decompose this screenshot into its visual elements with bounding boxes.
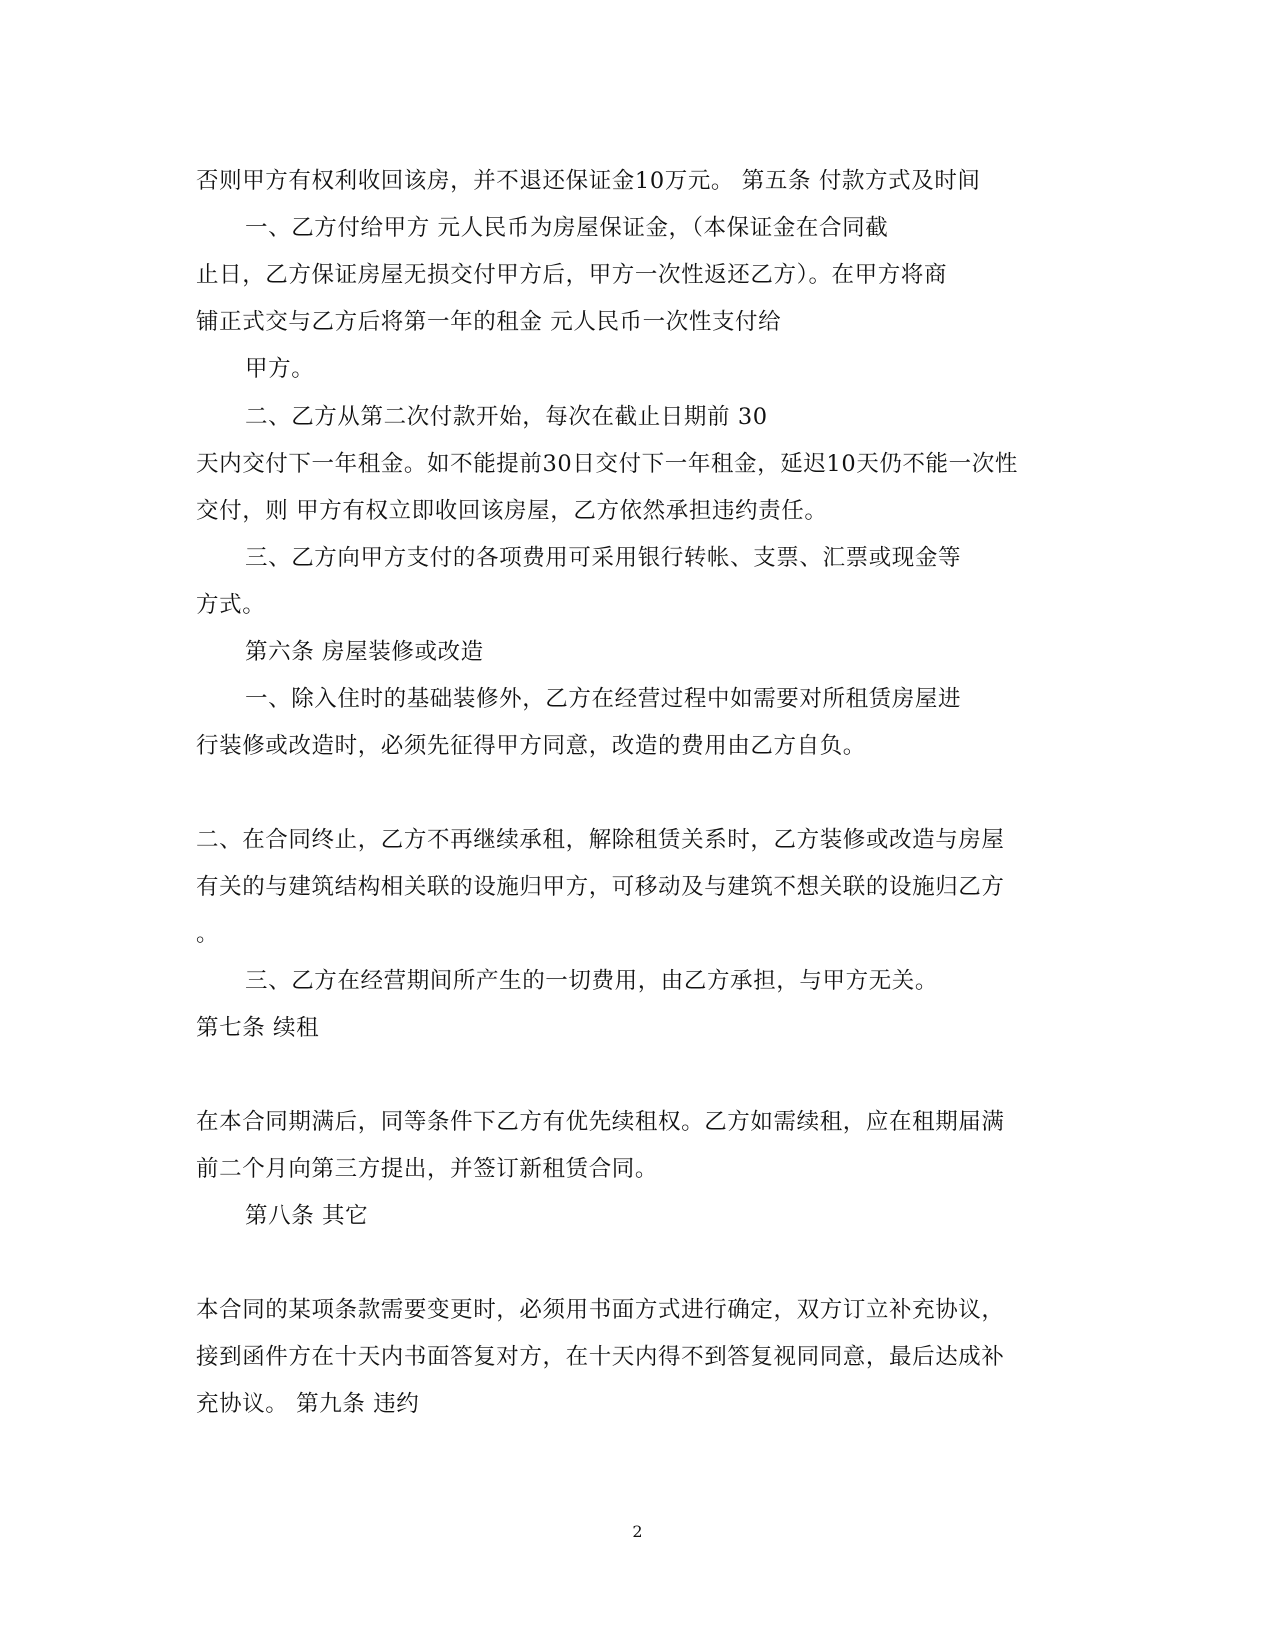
- text-line: 充协议。 第九条 违约: [196, 1391, 420, 1417]
- text-line: 止日，乙方保证房屋无损交付甲方后，甲方一次性返还乙方）。在甲方将商: [196, 262, 948, 288]
- section-heading: 第六条 房屋装修或改造: [245, 639, 484, 665]
- text-line: 方式。: [196, 592, 266, 618]
- text-line: 在本合同期满后，同等条件下乙方有优先续租权。乙方如需续租，应在租期届满: [196, 1109, 1005, 1135]
- text-line: 行装修或改造时，必须先征得甲方同意，改造的费用由乙方自负。: [196, 733, 866, 759]
- text-line: 交付，则 甲方有权立即收回该房屋，乙方依然承担违约责任。: [196, 498, 828, 524]
- page-number: 2: [632, 1522, 643, 1541]
- text-line: 。: [196, 921, 220, 947]
- text-line: 前二个月向第三方提出，并签订新租赁合同。: [196, 1156, 659, 1182]
- text-line: 接到函件方在十天内书面答复对方，在十天内得不到答复视同同意，最后达成补: [196, 1344, 1005, 1370]
- text-line: 本合同的某项条款需要变更时，必须用书面方式进行确定，双方订立补充协议，: [196, 1297, 1005, 1323]
- text-line: 二、乙方从第二次付款开始，每次在截止日期前 30: [245, 404, 768, 430]
- text-line: 三、乙方向甲方支付的各项费用可采用银行转帐、支票、汇票或现金等: [245, 545, 962, 571]
- text-line: 一、乙方付给甲方 元人民币为房屋保证金，（本保证金在合同截: [245, 215, 889, 241]
- text-line: 天内交付下一年租金。如不能提前30日交付下一年租金，延迟10天仍不能一次性: [196, 451, 1018, 477]
- text-line: 有关的与建筑结构相关联的设施归甲方，可移动及与建筑不想关联的设施归乙方: [196, 874, 1005, 900]
- text-line: 甲方。: [245, 356, 315, 382]
- text-line: 三、乙方在经营期间所产生的一切费用，由乙方承担，与甲方无关。: [245, 968, 939, 994]
- section-heading: 第八条 其它: [245, 1203, 369, 1229]
- text-line: 一、除入住时的基础装修外，乙方在经营过程中如需要对所租赁房屋进: [245, 686, 962, 712]
- text-line: 否则甲方有权利收回该房，并不退还保证金10万元。 第五条 付款方式及时间: [196, 168, 981, 194]
- text-line: 二、在合同终止，乙方不再继续承租，解除租赁关系时，乙方装修或改造与房屋: [196, 827, 1005, 853]
- text-line: 铺正式交与乙方后将第一年的租金 元人民币一次性支付给: [196, 309, 782, 335]
- section-heading: 第七条 续租: [196, 1015, 320, 1041]
